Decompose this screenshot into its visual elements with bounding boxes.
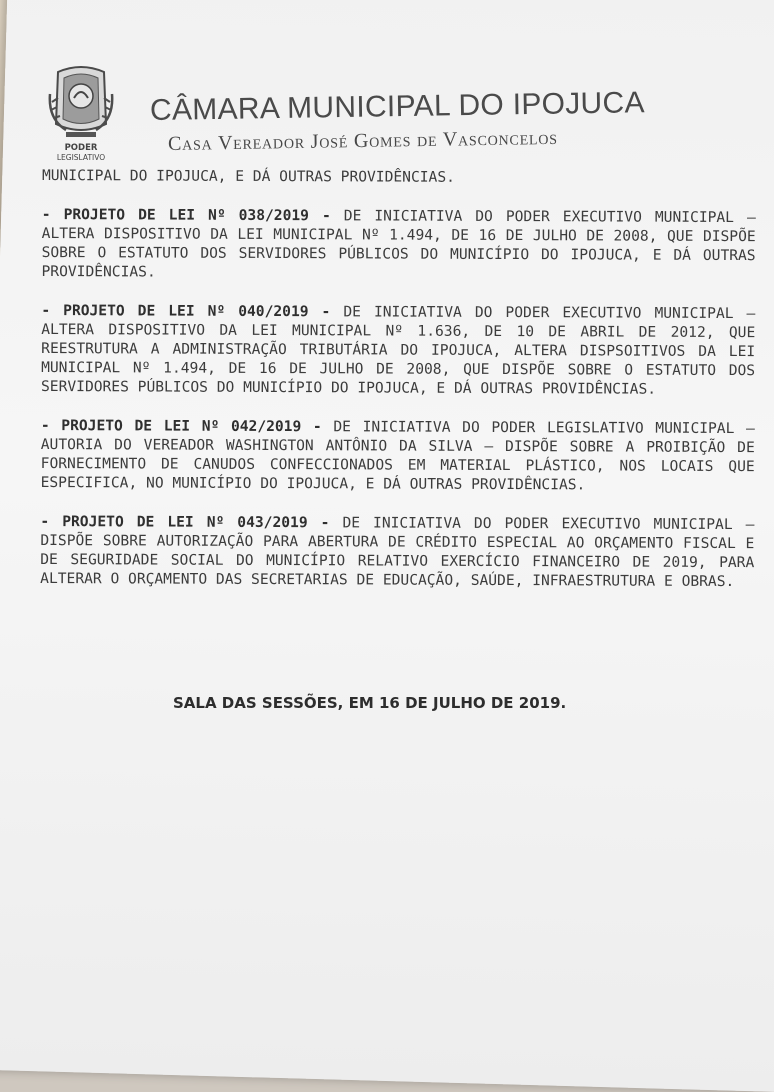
- logo-caption-line2: LEGISLATIVO: [56, 153, 106, 162]
- project-040: [41, 301, 755, 399]
- logo-caption-line1: PODER: [64, 143, 98, 153]
- document-title: CÂMARA MUNICIPAL DO IPOJUCA: [149, 86, 646, 127]
- project-038: [41, 205, 755, 284]
- project-title: - PROJETO DE LEI Nº 038/2019 -: [41, 205, 331, 225]
- project-title: - PROJETO DE LEI Nº 043/2019 -: [40, 512, 330, 532]
- project-title: - PROJETO DE LEI Nº 042/2019 -: [40, 416, 322, 436]
- closing-line: SALA DAS SESSÕES, EM 16 DE JULHO DE 2019.: [173, 694, 567, 712]
- continuation-text: MUNICIPAL DO IPOJUCA, E DÁ OUTRAS PROVIDÊNCIAS.: [41, 166, 455, 186]
- project-text: DE INICIATIVA DO PODER EXECUTIVO MUNICIPAL – ALTERA DISPOSITIVO DA LEI MUNICIPAL Nº 1.494, DE 16 DE JULHO DE 2008, QUE DISPÕE SOBRE O ESTATUTO DOS SERVIDORES PÚBLICOS DO MUNICÍPIO DO IPOJUCA, E DÁ OUTRAS PROVIDÊNCIAS.: [41, 207, 756, 281]
- project-043: [40, 512, 754, 591]
- document-body: [40, 166, 756, 611]
- chamber-logo: [44, 64, 118, 164]
- project-042: [41, 416, 755, 495]
- document-subtitle: Casa Vereador José Gomes de Vasconcelos: [167, 126, 558, 155]
- project-title: - PROJETO DE LEI Nº 040/2019 -: [41, 301, 331, 321]
- project-text: DE INICIATIVA DO PODER EXECUTIVO MUNICIPAL – ALTERA DISPOSITIVO DA LEI MUNICIPAL Nº 1.636, DE 10 DE ABRIL DE 2012, QUE REESTRUTURA A ADMINISTRAÇÃO TRIBUTÁRIA DO IPOJUCA, ALTERA DISPSOITIVOS DA LEI MUNICIPAL Nº 1.494, DE 16 DE JULHO DE 2008, QUE DISPÕE SOBRE O ESTATUTO DOS SERVIDORES PÚBLICOS DO MUNICÍPIO DO IPOJUCA, E DÁ OUTRAS PROVIDÊNCIAS.: [41, 303, 756, 398]
- project-text: DE INICIATIVA DO PODER EXECUTIVO MUNICIPAL – DISPÕE SOBRE AUTORIZAÇÃO PARA ABERTURA DE CRÉDITO ESPECIAL AO ORÇAMENTO FISCAL E DE SEGURIDADE SOCIAL DO MUNICÍPIO RELATIVO EXERCÍCIO FINANCEIRO DE 2019, PARA ALTERAR O ORÇAMENTO DAS SECRETARIAS DE EDUCAÇÃO, SAÚDE, INFRAESTRUTURA E OBRAS.: [40, 514, 755, 591]
- project-text: DE INICIATIVA DO PODER LEGISLATIVO MUNICIPAL – AUTORIA DO VEREADOR WASHINGTON ANTÔNIO DA SILVA – DISPÕE SOBRE A PROIBIÇÃO DE FORNECIMENTO DE CANUDOS CONFECCIONADOS EM MATERIAL PLÁSTICO, NOS LOCAIS QUE ESPECIFICA, NO MUNICÍPIO DO IPOJUCA, E DÁ OUTRAS PROVIDÊNCIAS.: [40, 418, 755, 494]
